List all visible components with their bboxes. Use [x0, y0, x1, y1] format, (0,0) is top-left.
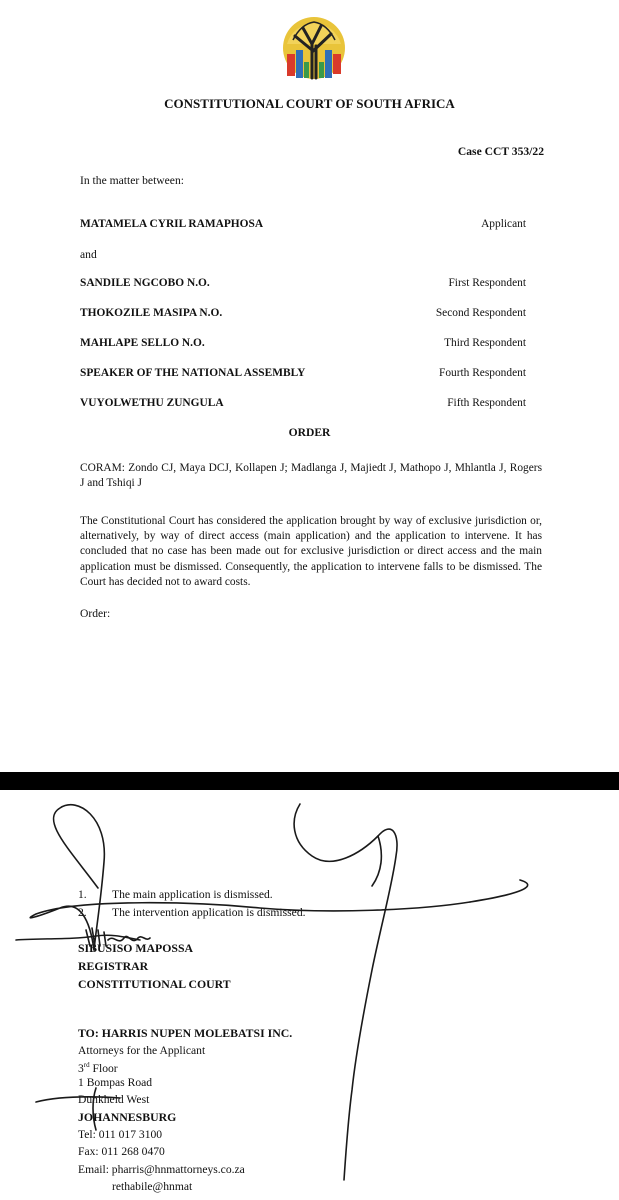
order-2-number: 2.	[78, 906, 87, 919]
order-body: The Constitutional Court has considered the application brought by way of exclusive jurisdiction or, alternatively, by way of direct access (main application) and the application to intervene. It has concluded that no case has been made out for exclusive jurisdiction or direct access and the main application must be dismissed. Consequently, the application to intervene falls to be dismissed. The Court has decided not to award costs.	[80, 515, 542, 588]
recipient-fax: Fax: 011 268 0470	[78, 1145, 165, 1158]
recipient-email: Email: pharris@hnmattorneys.co.za	[78, 1163, 245, 1176]
intro-text: In the matter between:	[80, 174, 184, 187]
recipient-street: 1 Bompas Road	[78, 1076, 153, 1089]
registrar-name: SIBUSISO MAPOSSA	[78, 941, 194, 955]
recipient-floor: 3rd Floor	[78, 1061, 118, 1075]
coram-text: CORAM: Zondo CJ, Maya DCJ, Kollapen J; Madlanga J, Majiedt J, Mathopo J, Mhlantla J, Rogers J and Tshiqi J	[80, 462, 542, 490]
respondent-4-name: SPEAKER OF THE NATIONAL ASSEMBLY	[80, 367, 306, 379]
order-heading: ORDER	[288, 426, 331, 439]
recipient-email-2: rethabile@hnmat	[112, 1180, 193, 1193]
respondent-1-role: First Respondent	[448, 277, 526, 289]
respondent-4-role: Fourth Respondent	[438, 367, 526, 379]
registrar-office: CONSTITUTIONAL COURT	[78, 977, 231, 991]
and-text: and	[80, 248, 97, 261]
recipient-suburb: Dunkheld West	[78, 1093, 150, 1106]
document-page-2	[0, 790, 619, 1200]
respondent-5-name: VUYOLWETHU ZUNGULA	[80, 397, 224, 409]
order-1-text: The main application is dismissed.	[112, 888, 273, 901]
order-2-text: The intervention application is dismissed.	[112, 906, 306, 919]
court-title: CONSTITUTIONAL COURT OF SOUTH AFRICA	[164, 96, 455, 111]
respondent-3-role: Third Respondent	[444, 337, 526, 349]
respondent-1-name: SANDILE NGCOBO N.O.	[80, 277, 210, 289]
recipient-firm: TO: HARRIS NUPEN MOLEBATSI INC.	[78, 1026, 293, 1040]
order-label: Order:	[80, 607, 111, 620]
court-logo-icon	[281, 14, 347, 82]
respondent-2-name: THOKOZILE MASIPA N.O.	[80, 307, 223, 319]
respondent-2-role: Second Respondent	[435, 307, 526, 319]
applicant-name: MATAMELA CYRIL RAMAPHOSA	[80, 218, 264, 230]
recipient-city: JOHANNESBURG	[78, 1110, 177, 1124]
respondent-3-name: MAHLAPE SELLO N.O.	[80, 337, 205, 349]
case-number: Case CCT 353/22	[457, 145, 544, 158]
registrar-title: REGISTRAR	[78, 959, 149, 973]
respondent-5-role: Fifth Respondent	[447, 397, 526, 409]
order-1-number: 1.	[78, 888, 87, 901]
applicant-role: Applicant	[481, 218, 526, 230]
recipient-tel: Tel: 011 017 3100	[78, 1128, 163, 1141]
recipient-capacity: Attorneys for the Applicant	[78, 1044, 206, 1057]
